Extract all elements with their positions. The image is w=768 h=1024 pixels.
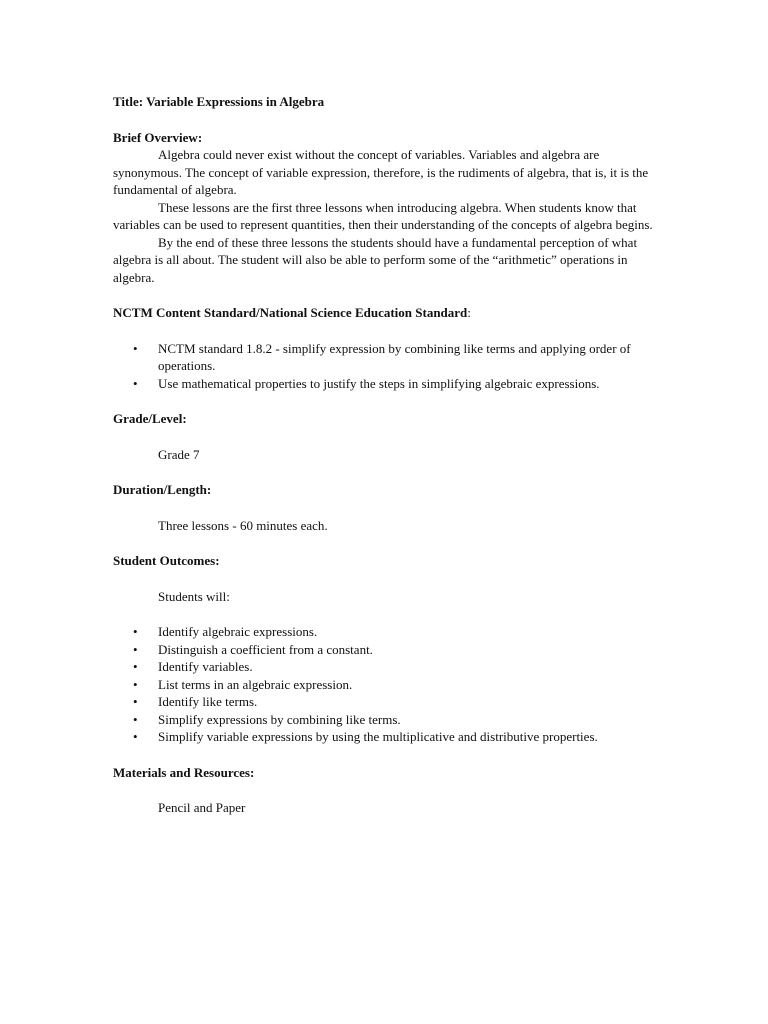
outcomes-heading: Student Outcomes: [113,553,220,568]
overview-heading: Brief Overview: [113,129,203,145]
bullet-icon: • [133,659,138,674]
list-item: • Identify like terms. [133,694,258,709]
document-title: Title: Variable Expressions in Algebra [113,94,325,109]
grade-value: Grade 7 [158,446,200,462]
standards-heading-line [113,304,658,322]
overview-paragraph-2: These lessons are the first three lessons when introducing algebra. When students know that variables can be used to represent quantities, then their understanding of the concepts of algebra begins. [113,199,653,232]
list-item: • NCTM standard 1.8.2 - simplify expression by combining like terms and applying order of operations. [133,340,631,373]
standards-heading-colon: : [467,305,471,320]
bullet-icon: • [133,641,138,657]
materials-heading: Materials and Resources: [113,764,255,780]
bullet-icon: • [133,711,138,727]
bullet-icon: • [133,624,138,639]
list-item: • Distinguish a coefficient from a constant. [133,641,373,657]
bullet-icon: • [133,375,138,391]
bullet-icon: • [133,340,138,356]
document-content [113,93,658,817]
standards-list [113,340,658,393]
list-item: • Simplify expressions by combining like terms. [133,711,401,727]
bullet-icon: • [133,729,138,744]
materials-value: Pencil and Paper [158,800,246,815]
duration-value: Three lessons - 60 minutes each. [158,517,328,533]
overview-paragraph-3: By the end of these three lessons the students should have a fundamental perception of what algebra is all about. The student will also be able to perform some of the “arithmetic” operations in algebra. [113,234,638,285]
list-item: • Simplify variable expressions by using the multiplicative and distributive properties. [133,729,598,744]
list-item: • Identify variables. [133,659,253,674]
outcomes-intro: Students will: [158,588,230,604]
outcomes-list [113,623,658,746]
duration-heading: Duration/Length: [113,482,212,497]
list-item: • List terms in an algebraic expression. [133,676,353,692]
list-item: • Identify algebraic expressions. [133,624,318,639]
standards-heading: NCTM Content Standard/National Science Education Standard [113,305,468,320]
bullet-icon: • [133,694,138,709]
grade-heading: Grade/Level: [113,411,187,426]
overview-paragraph-1: Algebra could never exist without the concept of variables. Variables and algebra are synonymous. The concept of variable expression, therefore, is the rudiments of algebra, that is, it is the fundamental of algebra. [113,147,649,197]
list-item: • Use mathematical properties to justify the steps in simplifying algebraic expressions. [133,375,600,391]
bullet-icon: • [133,676,138,692]
